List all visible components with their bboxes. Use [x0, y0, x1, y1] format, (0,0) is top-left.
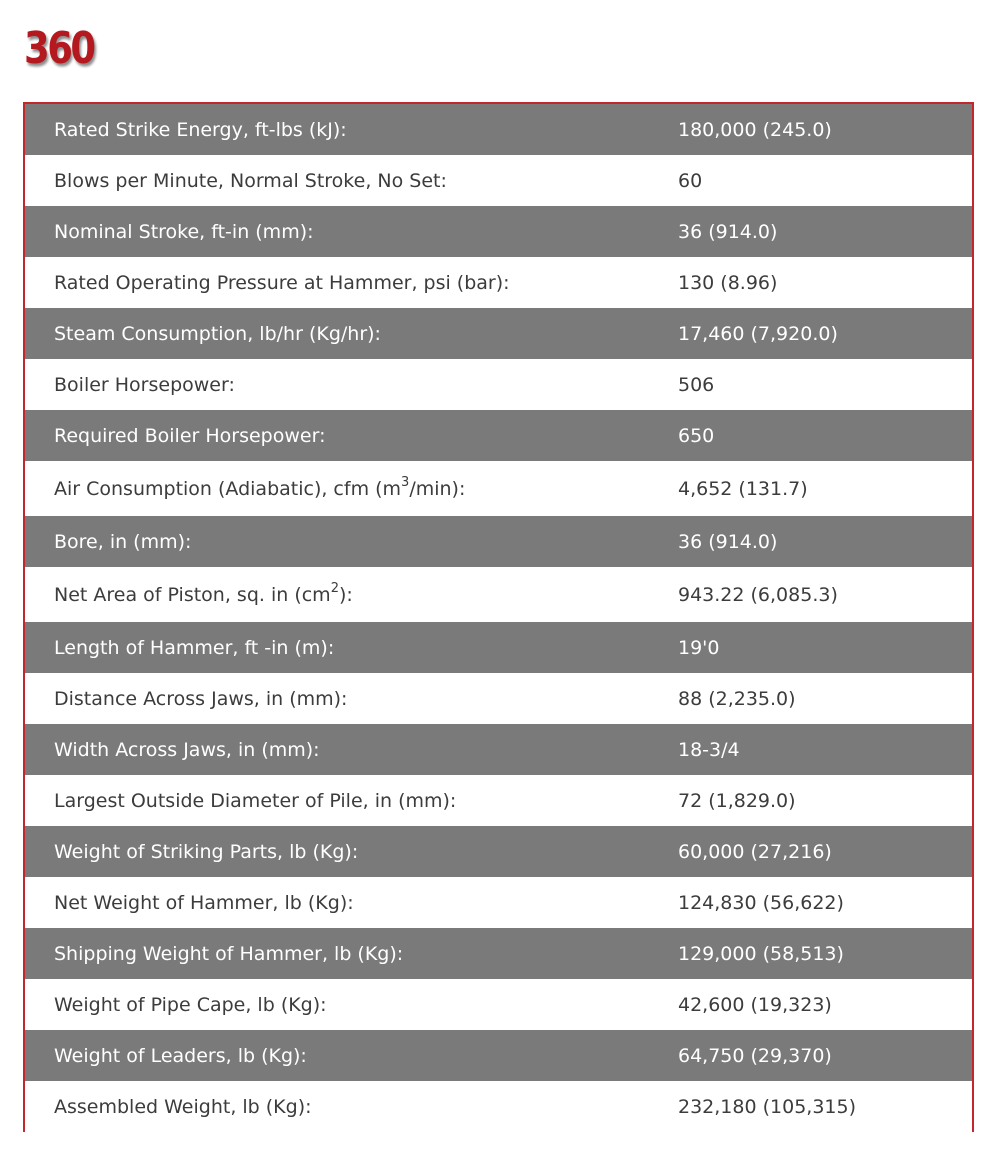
table-row [25, 1081, 972, 1132]
spec-label-text: ): [338, 583, 353, 606]
table-row [25, 979, 972, 1030]
spec-label: Assembled Weight, lb (Kg): [25, 1081, 678, 1132]
table-row [25, 410, 972, 461]
spec-table [23, 102, 974, 1132]
spec-label: Weight of Pipe Cape, lb (Kg): [25, 979, 678, 1030]
spec-label: Rated Operating Pressure at Hammer, psi (bar): [25, 257, 678, 308]
spec-label: Length of Hammer, ft -in (m): [25, 622, 678, 673]
spec-label: Nominal Stroke, ft-in (mm): [25, 206, 678, 257]
spec-value: 17,460 (7,920.0) [678, 308, 972, 359]
table-row [25, 826, 972, 877]
spec-label-text: Net Area of Piston, sq. in (cm [54, 583, 331, 606]
spec-label [25, 461, 678, 516]
spec-label: Required Boiler Horsepower: [25, 410, 678, 461]
spec-label: Shipping Weight of Hammer, lb (Kg): [25, 928, 678, 979]
spec-value: 19'0 [678, 622, 972, 673]
table-row [25, 928, 972, 979]
table-row [25, 155, 972, 206]
table-row [25, 359, 972, 410]
spec-value: 943.22 (6,085.3) [678, 567, 972, 622]
spec-value: 36 (914.0) [678, 206, 972, 257]
spec-value: 650 [678, 410, 972, 461]
table-row [25, 622, 972, 673]
table-row [25, 567, 972, 622]
table-row [25, 775, 972, 826]
spec-label-text: /min): [409, 477, 466, 500]
spec-value: 60 [678, 155, 972, 206]
spec-label: Rated Strike Energy, ft-lbs (kJ): [25, 104, 678, 155]
spec-value: 506 [678, 359, 972, 410]
spec-value: 88 (2,235.0) [678, 673, 972, 724]
spec-value: 124,830 (56,622) [678, 877, 972, 928]
spec-label: Width Across Jaws, in (mm): [25, 724, 678, 775]
spec-value: 232,180 (105,315) [678, 1081, 972, 1132]
spec-label [25, 567, 678, 622]
table-row [25, 516, 972, 567]
spec-value: 60,000 (27,216) [678, 826, 972, 877]
spec-label: Weight of Striking Parts, lb (Kg): [25, 826, 678, 877]
spec-label: Blows per Minute, Normal Stroke, No Set: [25, 155, 678, 206]
superscript-exponent: 2 [330, 581, 339, 597]
table-row [25, 308, 972, 359]
spec-value: 42,600 (19,323) [678, 979, 972, 1030]
spec-value: 18-3/4 [678, 724, 972, 775]
table-row [25, 104, 972, 155]
spec-label-text: Air Consumption (Adiabatic), cfm (m [54, 477, 402, 500]
spec-label: Weight of Leaders, lb (Kg): [25, 1030, 678, 1081]
spec-label: Steam Consumption, lb/hr (Kg/hr): [25, 308, 678, 359]
spec-label: Largest Outside Diameter of Pile, in (mm): [25, 775, 678, 826]
spec-value: 4,652 (131.7) [678, 461, 972, 516]
spec-value: 130 (8.96) [678, 257, 972, 308]
spec-value: 72 (1,829.0) [678, 775, 972, 826]
spec-label: Boiler Horsepower: [25, 359, 678, 410]
table-row [25, 461, 972, 516]
table-row [25, 673, 972, 724]
spec-label: Bore, in (mm): [25, 516, 678, 567]
table-row [25, 1030, 972, 1081]
spec-value: 180,000 (245.0) [678, 104, 972, 155]
spec-value: 64,750 (29,370) [678, 1030, 972, 1081]
spec-label: Distance Across Jaws, in (mm): [25, 673, 678, 724]
table-row [25, 724, 972, 775]
page-title: 360 [24, 23, 94, 74]
spec-label: Net Weight of Hammer, lb (Kg): [25, 877, 678, 928]
table-row [25, 877, 972, 928]
table-row [25, 257, 972, 308]
spec-value: 36 (914.0) [678, 516, 972, 567]
table-row [25, 206, 972, 257]
superscript-exponent: 3 [401, 475, 410, 491]
spec-value: 129,000 (58,513) [678, 928, 972, 979]
